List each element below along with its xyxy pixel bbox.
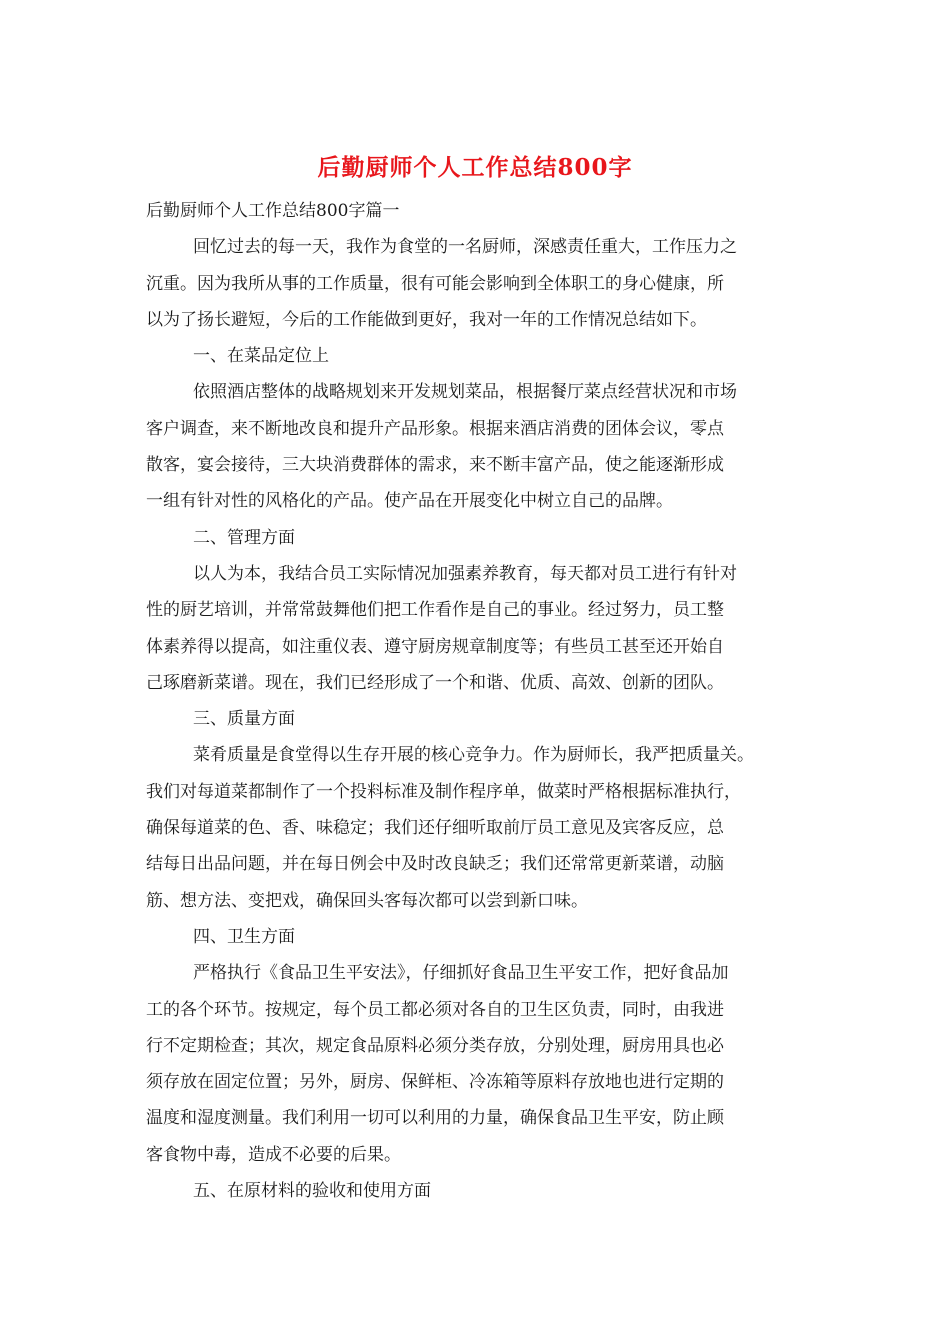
text-line: 确保每道菜的色、香、味稳定；我们还仔细听取前厅员工意见及宾客反应，总 bbox=[146, 818, 724, 839]
text-line: 沉重。因为我所从事的工作质量，很有可能会影响到全体职工的身心健康，所 bbox=[146, 273, 724, 294]
document-body bbox=[146, 193, 811, 1209]
text-line: 结每日出品问题，并在每日例会中及时改良缺乏；我们还常常更新菜谱，动脑 bbox=[146, 854, 724, 875]
text-line: 体素养得以提高，如注重仪表、遵守厨房规章制度等；有些员工甚至还开始自 bbox=[146, 636, 724, 657]
text-line: 散客，宴会接待，三大块消费群体的需求，来不断丰富产品，使之能逐渐形成 bbox=[146, 455, 724, 476]
text-line: 菜肴质量是食堂得以生存开展的核心竞争力。作为厨师长，我严把质量关。 bbox=[193, 745, 754, 766]
text-line: 客户调查，来不断地改良和提升产品形象。根据来酒店消费的团体会议，零点 bbox=[146, 418, 724, 439]
text-line: 我们对每道菜都制作了一个投料标准及制作程序单，做菜时严格根据标准执行， bbox=[146, 781, 741, 802]
text-line: 以为了扬长避短，今后的工作能做到更好，我对一年的工作情况总结如下。 bbox=[146, 309, 707, 330]
text-line: 工的各个环节。按规定，每个员工都必须对各自的卫生区负责，同时，由我进 bbox=[146, 999, 724, 1020]
text-line: 五、在原材料的验收和使用方面 bbox=[193, 1181, 431, 1202]
text-line: 严格执行《食品卫生平安法》，仔细抓好食品卫生平安工作，把好食品加 bbox=[193, 963, 729, 984]
text-line: 性的厨艺培训，并常常鼓舞他们把工作看作是自己的事业。经过努力，员工整 bbox=[146, 600, 724, 621]
text-line: 回忆过去的每一天，我作为食堂的一名厨师，深感责任重大，工作压力之 bbox=[193, 237, 737, 258]
text-line: 以人为本，我结合员工实际情况加强素养教育，每天都对员工进行有针对 bbox=[193, 563, 737, 584]
text-line: 一、在菜品定位上 bbox=[193, 346, 329, 367]
text-line: 温度和湿度测量。我们利用一切可以利用的力量，确保食品卫生平安，防止顾 bbox=[146, 1108, 724, 1129]
text-line: 行不定期检查；其次，规定食品原料必须分类存放，分别处理，厨房用具也必 bbox=[146, 1035, 724, 1056]
text-line: 三、质量方面 bbox=[193, 709, 295, 730]
text-line: 后勤厨师个人工作总结800字篇一 bbox=[146, 201, 400, 221]
text-line: 客食物中毒，造成不必要的后果。 bbox=[146, 1144, 401, 1165]
text-line: 依照酒店整体的战略规划来开发规划菜品，根据餐厅菜点经营状况和市场 bbox=[193, 382, 737, 403]
document-title: 后勤厨师个人工作总结800字 bbox=[317, 154, 633, 181]
text-line: 二、管理方面 bbox=[193, 527, 295, 548]
text-line: 须存放在固定位置；另外，厨房、保鲜柜、冷冻箱等原料存放地也进行定期的 bbox=[146, 1072, 724, 1093]
text-line: 筋、想方法、变把戏，确保回头客每次都可以尝到新口味。 bbox=[146, 890, 588, 911]
text-line: 一组有针对性的风格化的产品。使产品在开展变化中树立自己的品牌。 bbox=[146, 491, 673, 512]
text-line: 四、卫生方面 bbox=[193, 926, 295, 947]
text-line: 己琢磨新菜谱。现在，我们已经形成了一个和谐、优质、高效、创新的团队。 bbox=[146, 672, 724, 693]
